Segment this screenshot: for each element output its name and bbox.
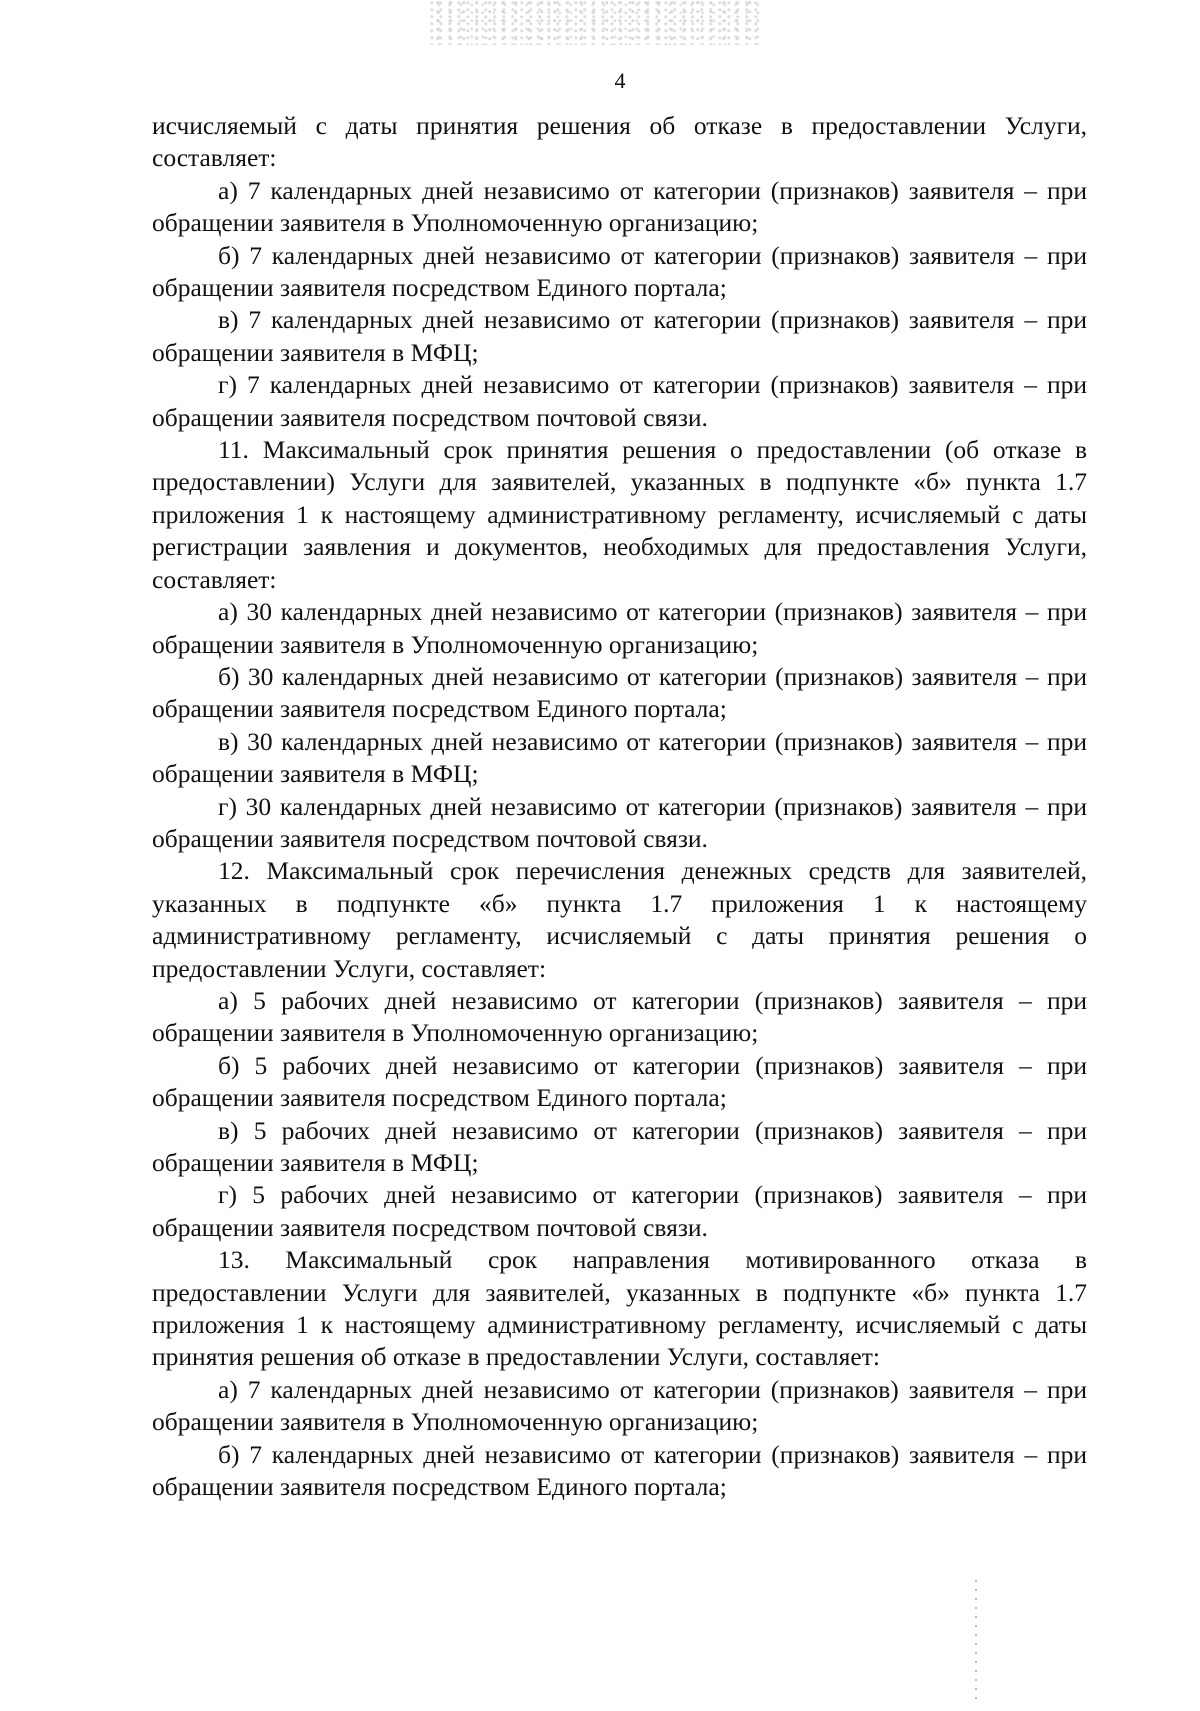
paragraph: 13. Максимальный срок направления мотивированного отказа в предоставлении Услуги для заявителей, указанных в подпункте «б» пункта 1.7 приложения 1 к настоящему административному регламенту, исчисляемый с даты принятия решения об отказе в предоставлении Услуги, составляет:: [152, 1245, 1087, 1372]
paragraph: в) 30 календарных дней независимо от категории (признаков) заявителя – при обращении заявителя в МФЦ;: [152, 726, 1087, 789]
paragraph: б) 7 календарных дней независимо от категории (признаков) заявителя – при обращении заявителя посредством Единого портала;: [152, 240, 1087, 303]
scan-artifact: [430, 0, 760, 45]
paragraph: 12. Максимальный срок перечисления денежных средств для заявителей, указанных в подпункте «б» пункта 1.7 приложения 1 к настоящему административному регламенту, исчисляемый с даты принятия решения о предоставлении Услуги, составляет:: [152, 856, 1087, 983]
paragraph: г) 30 календарных дней независимо от категории (признаков) заявителя – при обращении заявителя посредством почтовой связи.: [152, 791, 1087, 853]
page-number: 4: [614, 68, 626, 93]
paragraph: а) 7 календарных дней независимо от категории (признаков) заявителя – при обращении заявителя в Уполномоченную организацию;: [152, 1374, 1087, 1437]
paragraph: в) 7 календарных дней независимо от категории (признаков) заявителя – при обращении заявителя в МФЦ;: [152, 305, 1087, 367]
document-body: [152, 110, 1087, 1503]
paragraph: а) 7 календарных дней независимо от категории (признаков) заявителя – при обращении заявителя в Уполномоченную организацию;: [152, 175, 1087, 238]
paragraph: б) 7 календарных дней независимо от категории (признаков) заявителя – при обращении заявителя посредством Единого портала;: [152, 1439, 1087, 1502]
paragraph: г) 7 календарных дней независимо от категории (признаков) заявителя – при обращении заявителя посредством почтовой связи.: [152, 370, 1087, 432]
paragraph: а) 5 рабочих дней независимо от категории (признаков) заявителя – при обращении заявителя в Уполномоченную организацию;: [152, 985, 1087, 1048]
paragraph: исчисляемый с даты принятия решения об отказе в предоставлении Услуги, составляет:: [152, 111, 1087, 173]
paragraph: 11. Максимальный срок принятия решения о предоставлении (об отказе в предоставлении) Услуги для заявителей, указанных в подпункте «б» пункта 1.7 приложения 1 к настоящему административному регламенту, исчисляемый с даты регистрации заявления и документов, необходимых для предоставления Услуги, составляет:: [152, 435, 1087, 594]
scan-artifact: [975, 1580, 977, 1700]
paragraph: в) 5 рабочих дней независимо от категории (признаков) заявителя – при обращении заявителя в МФЦ;: [152, 1115, 1087, 1177]
paragraph: г) 5 рабочих дней независимо от категории (признаков) заявителя – при обращении заявителя посредством почтовой связи.: [152, 1180, 1087, 1242]
paragraph: б) 5 рабочих дней независимо от категории (признаков) заявителя – при обращении заявителя посредством Единого портала;: [152, 1050, 1087, 1113]
paragraph: б) 30 календарных дней независимо от категории (признаков) заявителя – при обращении заявителя посредством Единого портала;: [152, 661, 1087, 724]
paragraph: а) 30 календарных дней независимо от категории (признаков) заявителя – при обращении заявителя в Уполномоченную организацию;: [152, 597, 1087, 659]
